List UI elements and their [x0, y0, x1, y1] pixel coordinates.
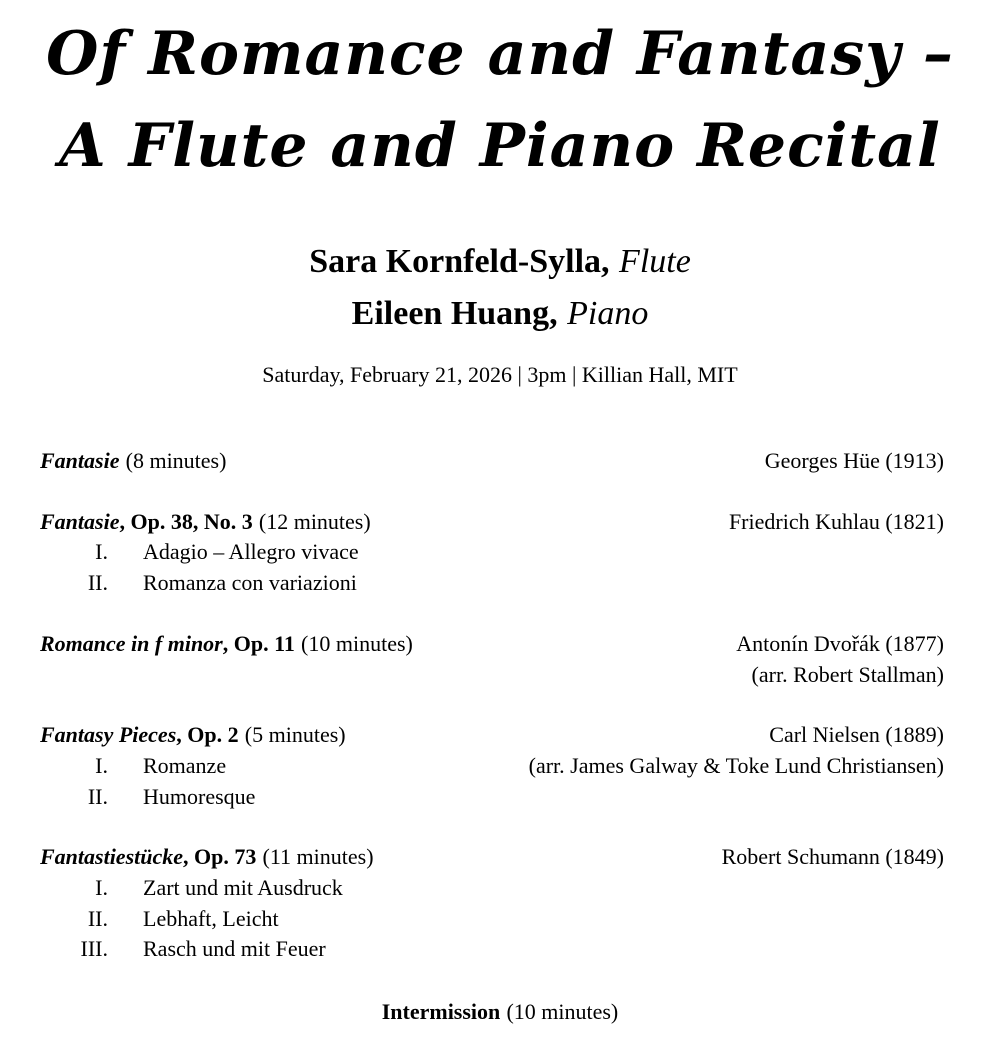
piece-duration: (8 minutes)	[125, 448, 227, 473]
event-info: Saturday, February 21, 2026 | 3pm | Killian Hall, MIT	[262, 362, 738, 387]
movement-name: Rasch und mit Feuer	[143, 936, 326, 962]
performer-line	[0, 236, 1000, 288]
piece-duration: (11 minutes)	[262, 844, 374, 870]
movement-row	[40, 873, 722, 904]
movement-row	[40, 904, 722, 935]
performer-line	[0, 288, 1000, 340]
movement-list	[40, 873, 722, 965]
piece-composer: Carl Nielsen (1889)	[769, 722, 944, 748]
recital-title-line1: Of Romance and Fantasy –	[46, 19, 954, 89]
piece-duration: (10 minutes)	[301, 630, 413, 656]
movement-list	[40, 537, 729, 598]
intermission-duration: (10 minutes)	[506, 999, 619, 1025]
piece-duration: (12 minutes)	[258, 508, 371, 534]
piece-title: Fantasy Pieces	[40, 722, 177, 748]
program-piece	[40, 842, 944, 965]
program-header	[0, 0, 1000, 386]
movement-row	[40, 934, 722, 965]
movement-numeral: II.	[87, 570, 108, 596]
piece-title-line	[40, 842, 722, 873]
movement-numeral: I.	[95, 752, 108, 778]
performer-list	[0, 236, 1000, 340]
performer-instrument: Piano	[567, 295, 649, 332]
piece-composer: Georges Hüe (1913)	[764, 448, 944, 473]
piece-right-column	[529, 720, 944, 781]
piece-right-column	[722, 842, 944, 873]
performer-instrument: Flute	[619, 243, 691, 280]
piece-composer: Antonín Dvořák (1877)	[736, 630, 944, 656]
program-piece	[40, 629, 944, 690]
movement-numeral: I.	[95, 539, 108, 565]
piece-title: Romance in f minor	[40, 630, 223, 656]
movement-numeral: I.	[95, 875, 108, 901]
piece-title: Fantasie	[40, 508, 120, 534]
piece-composer: Friedrich Kuhlau (1821)	[728, 508, 944, 534]
recital-title	[0, 0, 1000, 192]
movement-list	[40, 751, 529, 812]
program-piece	[40, 720, 944, 812]
piece-title-line	[40, 446, 765, 477]
piece-left-column	[40, 507, 729, 599]
piece-opus: , Op. 2	[176, 722, 239, 748]
intermission-label: Intermission	[381, 999, 501, 1025]
piece-opus: , Op. 73	[183, 844, 257, 870]
piece-title: Fantastiestücke	[40, 844, 184, 870]
movement-numeral: II.	[87, 905, 108, 931]
piece-right-column	[736, 629, 944, 690]
performer-name: Sara Kornfeld-Sylla,	[309, 243, 610, 280]
movement-row	[40, 537, 729, 568]
piece-left-column	[40, 446, 765, 477]
piece-title-line	[40, 629, 736, 660]
piece-arranger: (arr. Robert Stallman)	[751, 661, 944, 687]
piece-left-column	[40, 720, 529, 812]
piece-duration: (5 minutes)	[244, 722, 346, 748]
intermission-line	[0, 997, 1000, 1028]
movement-row	[40, 782, 529, 813]
movement-name: Adagio – Allegro vivace	[143, 539, 359, 565]
movement-name: Humoresque	[143, 783, 256, 809]
movement-numeral: III.	[80, 936, 108, 962]
movement-numeral: II.	[87, 783, 108, 809]
piece-left-column	[40, 842, 722, 965]
piece-composer: Robert Schumann (1849)	[721, 844, 944, 870]
piece-left-column	[40, 629, 736, 660]
movement-name: Romanze	[143, 752, 227, 778]
movement-name: Lebhaft, Leicht	[143, 905, 279, 931]
piece-right-column	[765, 446, 944, 477]
program-piece	[40, 446, 944, 477]
piece-title: Fantasie	[40, 448, 120, 473]
recital-title-line2: A Flute and Piano Recital	[59, 111, 941, 181]
movement-row	[40, 568, 729, 599]
piece-opus: , Op. 38, No. 3	[119, 508, 253, 534]
piece-title-line	[40, 507, 729, 538]
program-piece	[40, 507, 944, 599]
movement-name: Romanza con variazioni	[143, 570, 357, 596]
performer-name: Eileen Huang,	[351, 295, 558, 332]
piece-arranger: (arr. James Galway & Toke Lund Christiansen)	[528, 752, 944, 778]
piece-opus: , Op. 11	[222, 630, 295, 656]
program-list	[0, 446, 1000, 965]
movement-row	[40, 751, 529, 782]
movement-name: Zart und mit Ausdruck	[143, 875, 343, 901]
piece-title-line	[40, 720, 529, 751]
piece-right-column	[729, 507, 944, 538]
